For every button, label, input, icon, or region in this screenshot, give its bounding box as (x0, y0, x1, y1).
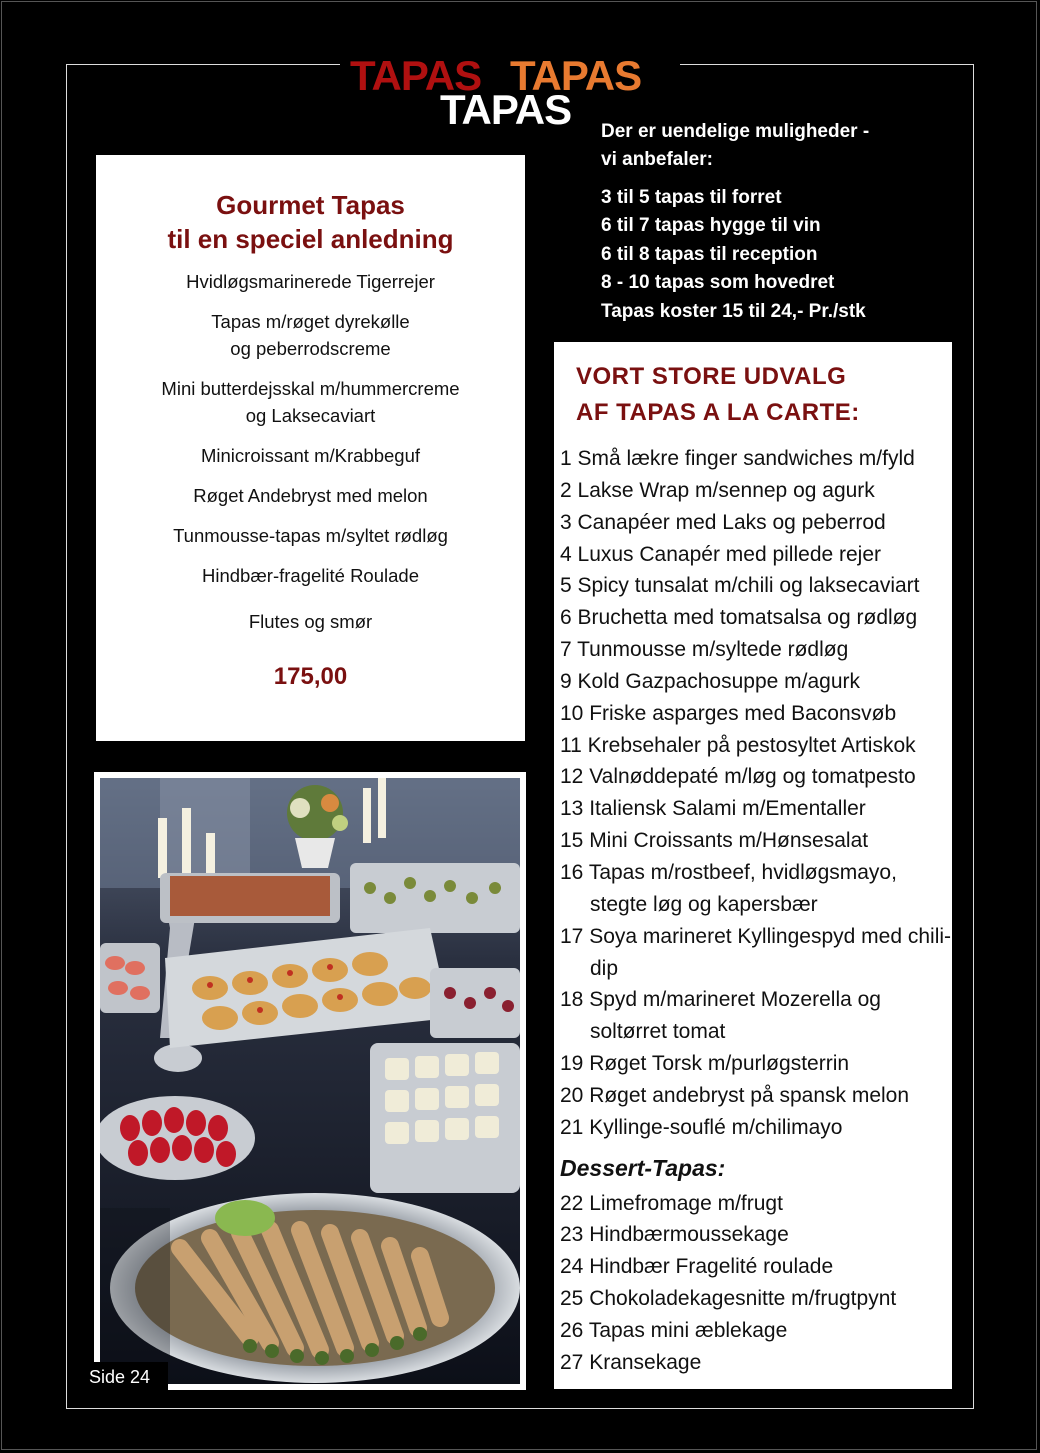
buffet-photo-frame (94, 772, 526, 1390)
dessert-heading: Dessert-Tapas: (560, 1154, 726, 1181)
carte-list (560, 443, 952, 1379)
page-number: Side 24 (80, 1362, 168, 1392)
carte-item: 1 Små lækre finger sandwiches m/fyld (560, 447, 915, 470)
dessert-item: 27 Kransekage (560, 1350, 702, 1374)
carte-item: 9 Kold Gazpachosuppe m/agurk (560, 669, 861, 693)
title-word-white: TAPAS (440, 86, 572, 133)
gourmet-extra: Flutes og smør (248, 611, 373, 632)
gourmet-title-line1: Gourmet Tapas (216, 190, 405, 220)
gourmet-price: 175,00 (273, 663, 348, 690)
title-word-orange: TAPAS (510, 52, 642, 99)
gourmet-title (96, 188, 525, 256)
carte-item: 6 Bruchetta med tomatsalsa og rødløg (560, 606, 918, 630)
gourmet-item: Hindbær-fragelité Roulade (202, 565, 419, 586)
recommendations (601, 118, 941, 326)
buffet-photo-illustration (100, 778, 520, 1384)
carte-item: 12 Valnøddepaté m/løg og tomatpesto (560, 765, 916, 789)
carte-item: 13 Italiensk Salami m/Ementaller (560, 797, 866, 821)
dessert-item: 26 Tapas mini æblekage (560, 1318, 788, 1342)
gourmet-item-line: Mini butterdejsskal m/hummercreme (161, 378, 460, 399)
dessert-item: 22 Limefromage m/frugt (560, 1191, 783, 1215)
recommend-item: 8 - 10 tapas som hovedret (601, 272, 835, 294)
carte-item: 18 Spyd m/marineret Mozerella og soltørret tomat (560, 988, 881, 1044)
dessert-item: 25 Chokoladekagesnitte m/frugtpynt (560, 1287, 897, 1311)
carte-item: 10 Friske asparges med Baconsvøb (560, 701, 897, 725)
gourmet-item-line: Tapas m/røget dyrekølle (211, 311, 410, 332)
gourmet-items (96, 268, 525, 589)
gourmet-item-line: og Laksecaviart (245, 405, 376, 426)
recommend-price-note: Tapas koster 15 til 24,- Pr./stk (601, 300, 866, 322)
gourmet-item (96, 308, 525, 362)
carte-item: 5 Spicy tunsalat m/chili og laksecaviart (560, 574, 920, 598)
carte-item: 17 Soya marineret Kyllingespyd med chili-dip (560, 924, 952, 980)
a-la-carte-box (554, 342, 952, 1389)
dessert-item: 24 Hindbær Fragelité roulade (560, 1255, 834, 1279)
recommend-item: 3 til 5 tapas til forret (601, 187, 782, 208)
title-word-red: TAPAS (350, 52, 482, 99)
recommend-list (601, 184, 941, 326)
carte-item: 15 Mini Croissants m/Hønsesalat (560, 829, 869, 853)
gourmet-tapas-box (96, 155, 525, 741)
recommend-intro-line1: Der er uendelige muligheder - (601, 121, 870, 142)
recommend-intro-line2: vi anbefaler: (601, 149, 713, 170)
gourmet-item (96, 375, 525, 429)
carte-item: 19 Røget Torsk m/purløgsterrin (560, 1052, 850, 1076)
carte-title (576, 359, 860, 431)
carte-item: 4 Luxus Canapér med pillede rejer (560, 542, 882, 566)
gourmet-item: Hvidløgsmarinerede Tigerrejer (186, 271, 435, 292)
recommend-intro (601, 118, 941, 174)
carte-title-line1: VORT STORE UDVALG (576, 363, 847, 390)
gourmet-item: Minicroissant m/Krabbeguf (200, 445, 420, 466)
buffet-photo (100, 778, 520, 1384)
carte-item: 11 Krebsehaler på pestosyltet Artiskok (560, 733, 916, 757)
dessert-item: 23 Hindbærmoussekage (560, 1223, 789, 1247)
recommend-item: 6 til 8 tapas til reception (601, 243, 818, 265)
carte-item: 16 Tapas m/rostbeef, hvidløgsmayo, stegte løg og kapersbær (560, 860, 897, 916)
gourmet-item-line: og peberrodscreme (230, 338, 391, 359)
carte-item: 2 Lakse Wrap m/sennep og agurk (560, 478, 875, 502)
gourmet-item: Tunmousse-tapas m/syltet rødløg (173, 525, 448, 546)
gourmet-item: Røget Andebryst med melon (193, 485, 428, 506)
recommend-item: 6 til 7 tapas hygge til vin (601, 215, 821, 237)
carte-item: 20 Røget andebryst på spansk melon (560, 1083, 910, 1107)
gourmet-title-line2: til en speciel anledning (167, 224, 454, 254)
carte-item: 7 Tunmousse m/syltede rødløg (560, 638, 849, 662)
carte-item: 3 Canapéer med Laks og peberrod (560, 510, 886, 534)
carte-item: 21 Kyllinge-souflé m/chilimayo (560, 1115, 843, 1139)
carte-title-line2: AF TAPAS A LA CARTE: (576, 399, 860, 426)
